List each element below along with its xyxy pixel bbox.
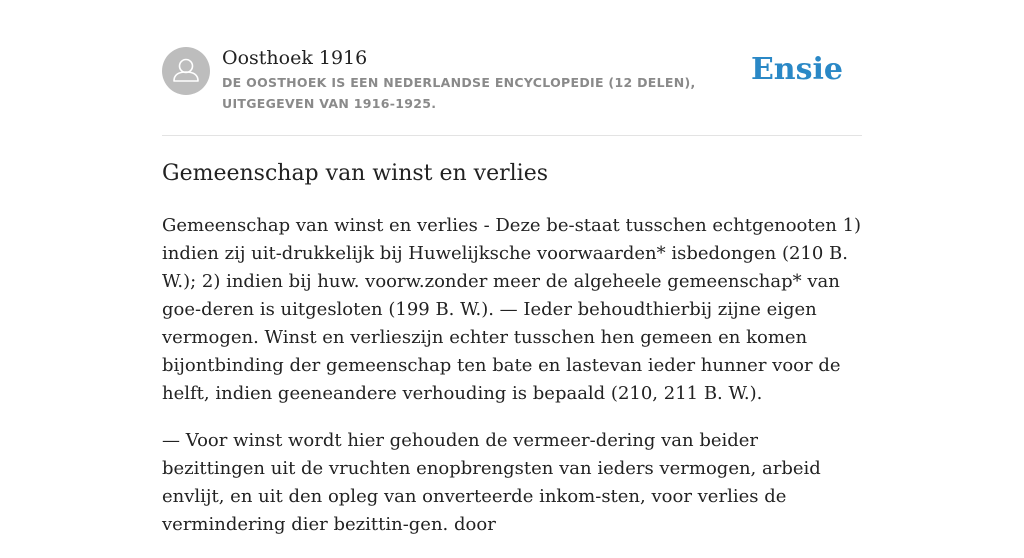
user-silhouette-icon bbox=[162, 47, 210, 95]
source-header bbox=[162, 46, 862, 136]
article-paragraph: — Voor winst wordt hier gehouden de vermeer-dering van beider bezittingen uit de vruchten enopbrengsten van ieders vermogen, arbeid envlijt, en uit den opleg van onverteerde inkom-sten, voor verlies de vermindering dier bezittin-gen. door bbox=[162, 430, 821, 535]
avatar[interactable] bbox=[162, 47, 210, 95]
article-body bbox=[162, 212, 862, 558]
article-paragraph: Gemeenschap van winst en verlies - Deze be-staat tusschen echtgenooten 1) indien zij uit-drukkelijk bij Huwelijksche voorwaarden* isbedongen (210 B. W.); 2) indien bij huw. voorw.zonder meer de algeheele gemeenschap* van goe-deren is uitgesloten (199 B. W.). — Ieder behoudthierbij zijne eigen vermogen. Winst en verlieszijn echter tusschen hen gemeen en komen bijontbinding der gemeenschap ten bate en lastevan ieder hunner voor de helft, indien geeneandere verhouding is bepaald (210, 211 B. W.). bbox=[162, 215, 862, 404]
brand-logo[interactable]: Ensie bbox=[750, 52, 843, 87]
source-description: DE OOSTHOEK IS EEN NEDERLANDSE ENCYCLOPEDIE (12 DELEN), UITGEGEVEN VAN 1916-1925. bbox=[222, 75, 696, 111]
article-title: Gemeenschap van winst en verlies bbox=[162, 161, 549, 186]
header-divider bbox=[162, 135, 862, 136]
source-title[interactable]: Oosthoek 1916 bbox=[222, 47, 368, 69]
